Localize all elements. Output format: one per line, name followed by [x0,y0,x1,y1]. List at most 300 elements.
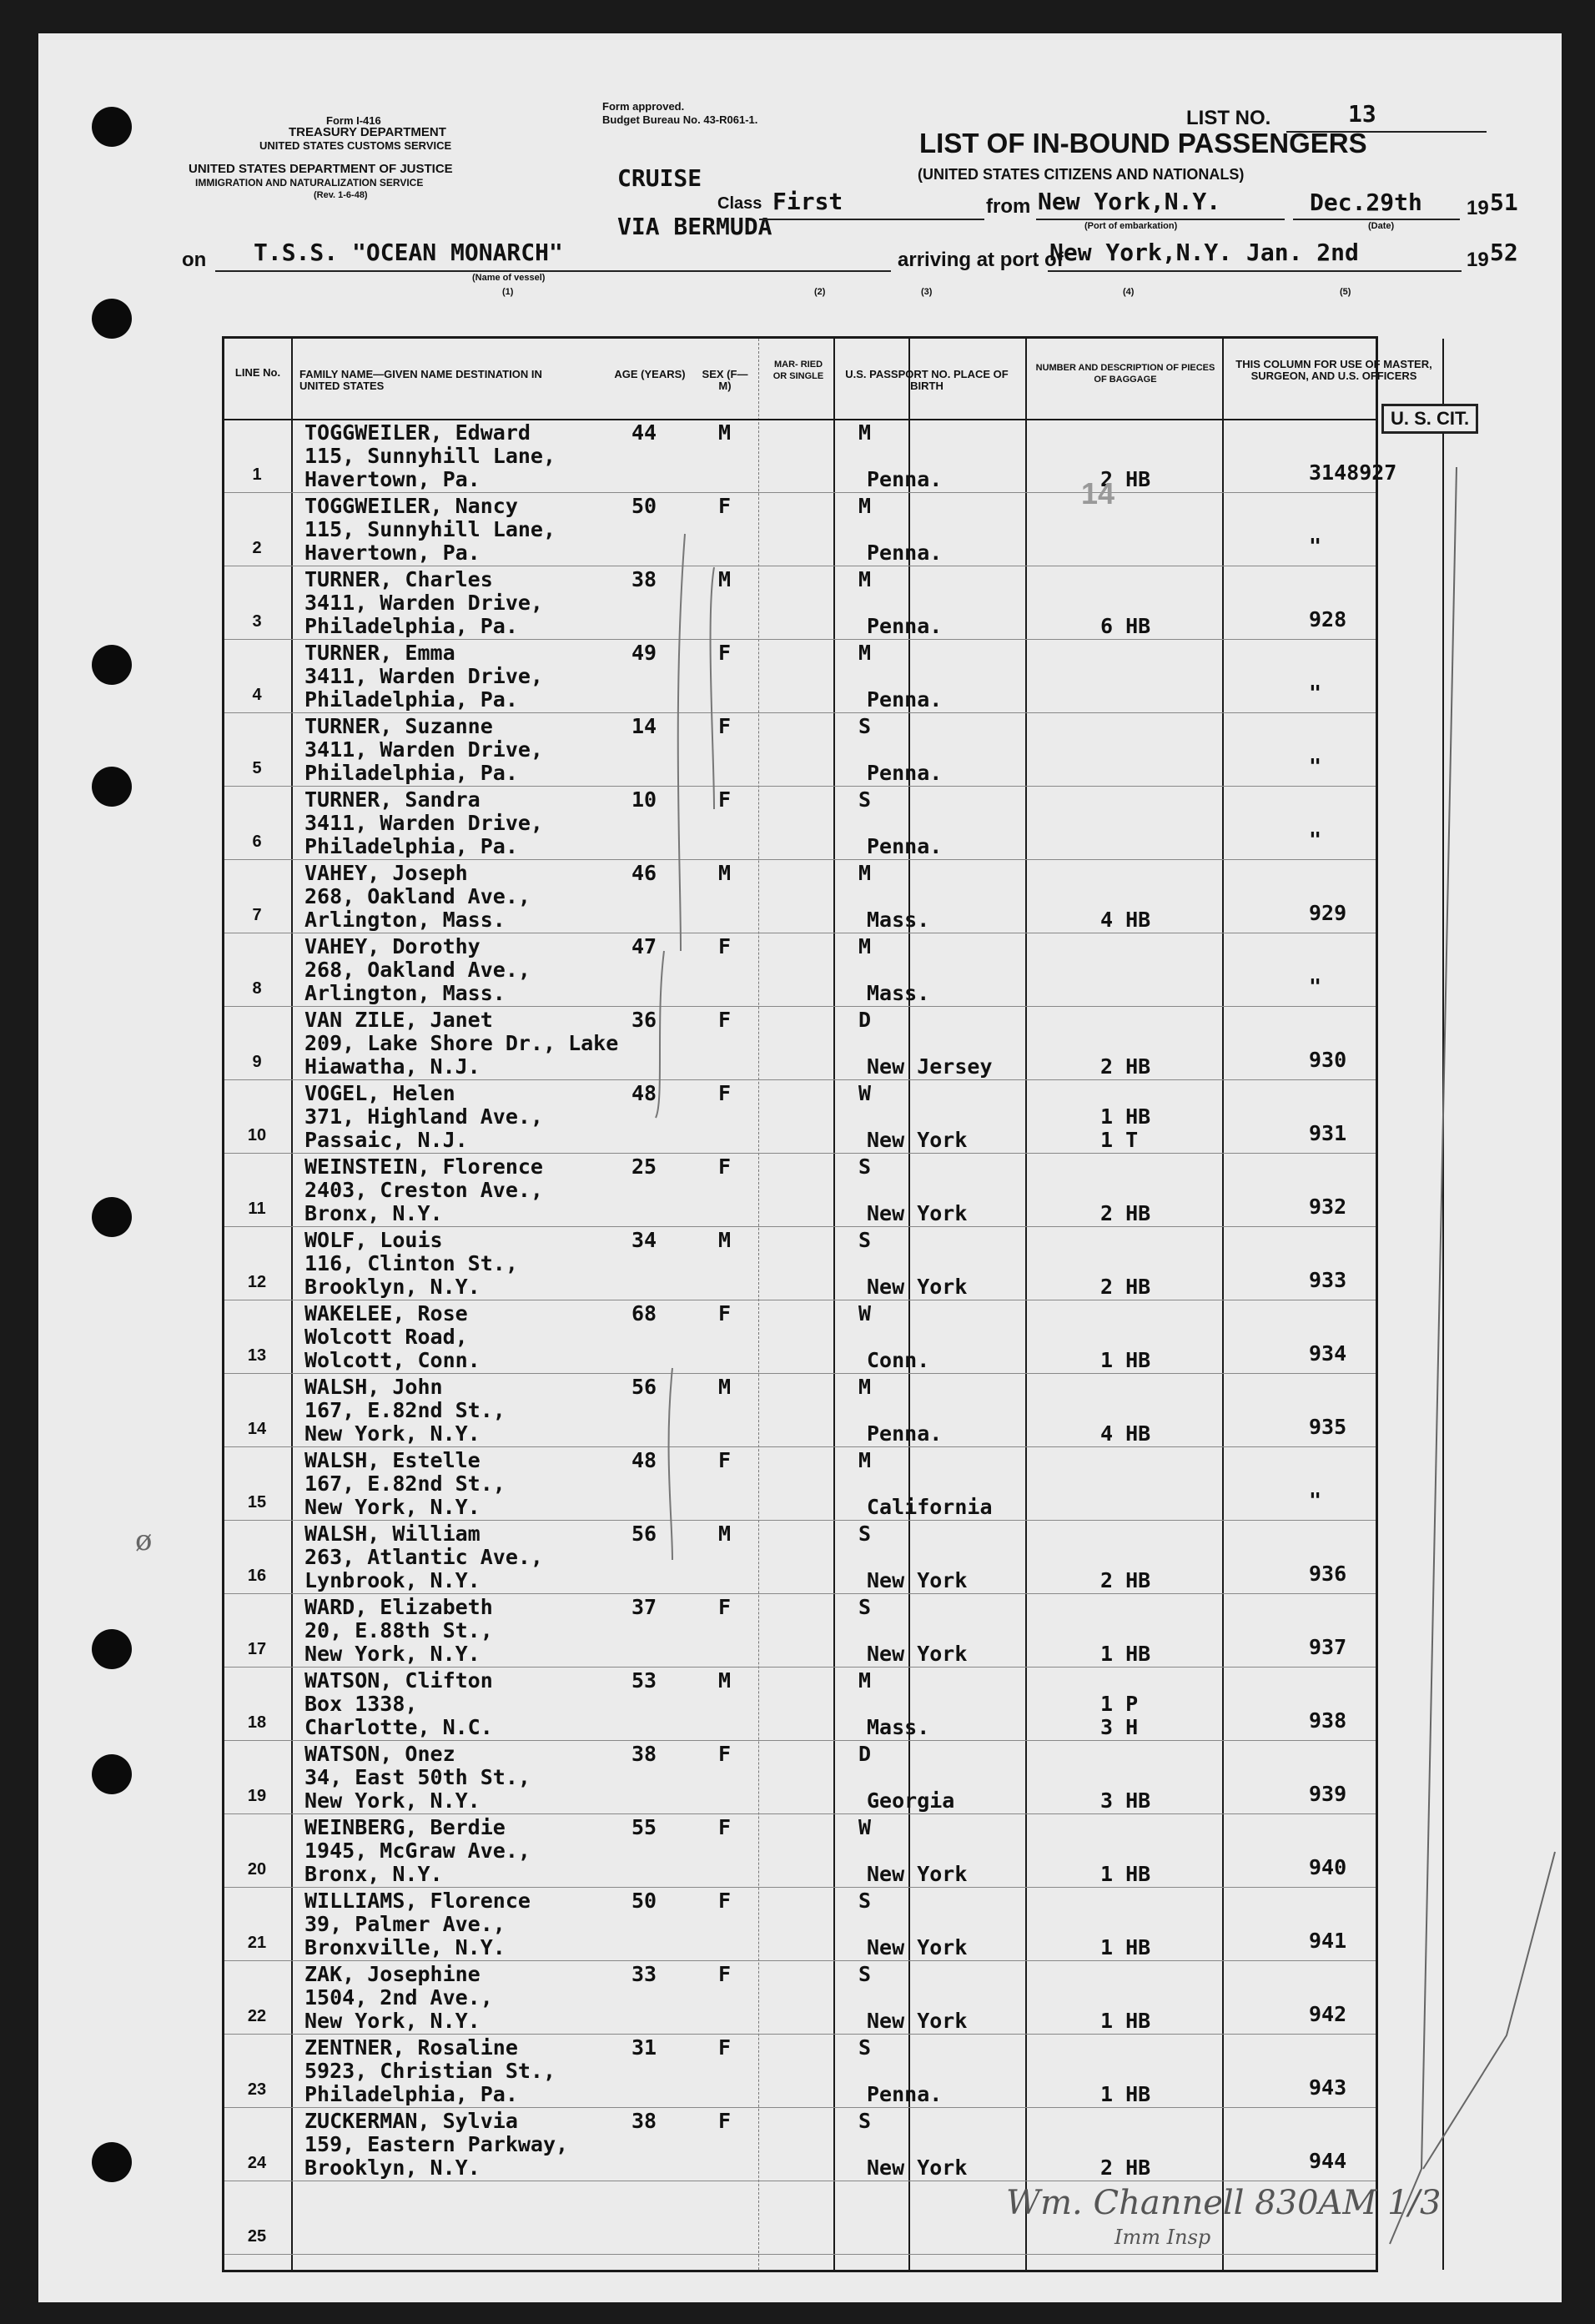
officer-note: " [1309,827,1322,852]
age: 50 [631,494,657,518]
age: 38 [631,567,657,591]
punch-hole [92,299,132,339]
officer-note: 932 [1309,1195,1347,1219]
form-id: Form I-416 [326,114,381,127]
marital-status: S [858,714,872,738]
address-line-1: 116, Clinton St., [304,1251,518,1275]
arrival-underline [1048,270,1462,272]
marital-status: D [858,1008,872,1032]
place-of-birth: Penna. [867,541,943,565]
age: 38 [631,1742,657,1766]
address-line-1: 1504, 2nd Ave., [304,1985,493,2010]
line-number: 20 [247,1860,267,1879]
passenger-name: TURNER, Suzanne [304,714,493,738]
place-of-birth: New York [867,1568,968,1592]
sex: F [718,787,732,812]
officer-note: 931 [1309,1121,1347,1145]
from-label: from [986,195,1031,218]
passenger-name: WEINBERG, Berdie [304,1815,506,1839]
address-line-1: 159, Eastern Parkway, [304,2132,569,2156]
ins-label: IMMIGRATION AND NATURALIZATION SERVICE [195,177,424,189]
line-number: 10 [247,1126,267,1144]
age: 47 [631,934,657,958]
baggage: 1 HB [1100,1348,1151,1372]
address-line-1: 263, Atlantic Ave., [304,1545,543,1569]
age: 38 [631,2109,657,2133]
sex: F [718,1889,732,1913]
address-line-1: 3411, Warden Drive, [304,737,543,762]
baggage: 4 HB [1100,1421,1151,1446]
line-number: 19 [247,1787,267,1805]
address-line-2: Brooklyn, N.Y. [304,1275,481,1299]
sex: M [718,1522,732,1546]
place-of-birth: Mass. [867,981,930,1005]
address-line-2: Bronx, N.Y. [304,1862,443,1886]
place-of-birth: Mass. [867,1715,930,1739]
treasury-label: TREASURY DEPARTMENT [289,125,446,139]
passenger-name: ZUCKERMAN, Sylvia [304,2109,518,2133]
officer-note: 940 [1309,1855,1347,1879]
sex: F [718,494,732,518]
header-baggage: NUMBER AND DESCRIPTION OF PIECES OF BAGGAGE [1035,363,1215,385]
table-row [224,492,1376,566]
place-of-birth: New York [867,2155,968,2180]
place-of-birth: New York [867,2009,968,2033]
passenger-name: TURNER, Sandra [304,787,481,812]
address-line-2: Philadelphia, Pa. [304,761,518,785]
officer-note: 929 [1309,901,1347,925]
table-row [224,1740,1376,1814]
baggage: 2 HB [1100,1201,1151,1225]
from-value: New York,N.Y. [1038,188,1221,215]
customs-label: UNITED STATES CUSTOMS SERVICE [259,139,452,152]
sex: M [718,1668,732,1693]
table-row [224,1813,1376,1888]
address-line-2: Passaic, N.J. [304,1128,468,1152]
cruise-label: CRUISE [617,164,702,192]
place-of-birth: Penna. [867,687,943,712]
address-line-1: 2403, Creston Ave., [304,1178,543,1202]
age: 55 [631,1815,657,1839]
address-line-2: Bronx, N.Y. [304,1201,443,1225]
place-of-birth: New York [867,1935,968,1959]
marital-status: S [858,1154,872,1179]
baggage: 1 P [1100,1692,1139,1716]
age: 44 [631,420,657,445]
age: 37 [631,1595,657,1619]
address-line-2: New York, N.Y. [304,1421,481,1446]
form-approved: Form approved. [602,100,685,113]
line-number: 1 [252,465,262,484]
vessel-caption: (Name of vessel) [472,273,546,283]
table-row [224,1667,1376,1741]
address-line-2: Havertown, Pa. [304,541,481,565]
col-number: (5) [1340,287,1351,297]
marital-status: M [858,861,872,885]
table-row [224,1446,1376,1521]
passenger-name: WILLIAMS, Florence [304,1889,531,1913]
address-line-1: 371, Highland Ave., [304,1104,543,1129]
marital-status: S [858,2109,872,2133]
marital-status: M [858,934,872,958]
sex: M [718,420,732,445]
baggage: 6 HB [1100,614,1151,638]
faint-list-mark: 14 [1081,476,1115,511]
date-caption: (Date) [1368,221,1395,231]
passenger-name: TURNER, Charles [304,567,493,591]
age: 46 [631,861,657,885]
inspector-signature: Wm. Channell 830AM 1/3 [1006,2184,1442,2222]
baggage: 2 HB [1100,1275,1151,1299]
address-line-2: Arlington, Mass. [304,908,506,932]
baggage: 1 HB [1100,1642,1151,1666]
baggage-2: 3 H [1100,1715,1139,1739]
officer-note: 3148927 [1309,460,1397,485]
baggage: 1 HB [1100,2009,1151,2033]
officer-note: 930 [1309,1048,1347,1072]
address-line-1: Box 1338, [304,1692,418,1716]
place-of-birth: Penna. [867,761,943,785]
class-value: First [772,188,843,215]
table-row [224,1079,1376,1154]
age: 33 [631,1962,657,1986]
sex: F [718,1081,732,1105]
sex: M [718,1375,732,1399]
address-line-2: Philadelphia, Pa. [304,834,518,858]
address-line-2: Wolcott, Conn. [304,1348,481,1372]
officer-note: 941 [1309,1929,1347,1953]
sex: F [718,934,732,958]
header-age: AGE (YEARS) [614,368,686,380]
address-line-1: 3411, Warden Drive, [304,591,543,615]
address-line-1: 39, Palmer Ave., [304,1912,506,1936]
year-2-value: 52 [1490,239,1518,266]
arriving-label: arriving at port of [898,249,1064,271]
table-row [224,1373,1376,1447]
header-name: FAMILY NAME—GIVEN NAME DESTINATION IN UNITED STATES [299,368,542,392]
year-1-prefix: 19 [1467,197,1489,219]
vessel-name: T.S.S. "OCEAN MONARCH" [254,239,563,266]
line-number: 25 [247,2227,267,2246]
officer-note: 928 [1309,607,1347,631]
address-line-2: New York, N.Y. [304,2009,481,2033]
line-number: 8 [252,979,262,998]
line-number: 24 [247,2154,267,2172]
address-line-1: 115, Sunnyhill Lane, [304,444,556,468]
age: 48 [631,1081,657,1105]
doj-label: UNITED STATES DEPARTMENT OF JUSTICE [189,162,453,176]
vessel-underline [215,270,891,272]
header-line-no: LINE No. [234,366,281,379]
marital-status: M [858,1448,872,1472]
sex: M [718,861,732,885]
sex: F [718,1154,732,1179]
baggage: 1 HB [1100,1935,1151,1959]
passenger-name: VAHEY, Joseph [304,861,468,885]
marital-status: M [858,567,872,591]
address-line-1: 3411, Warden Drive, [304,664,543,688]
svg-text:ø: ø [135,1524,153,1557]
baggage: 1 HB [1100,1104,1151,1129]
passenger-name: TOGGWEILER, Edward [304,420,531,445]
address-line-1: 20, E.88th St., [304,1618,493,1642]
address-line-2: Charlotte, N.C. [304,1715,493,1739]
table-row [224,1887,1376,1961]
manifest-page [38,33,1562,2302]
place-of-birth: New York [867,1862,968,1886]
table-row [224,419,1397,493]
line-number: 17 [247,1640,267,1658]
table-row [224,1006,1376,1080]
age: 49 [631,641,657,665]
officer-note: 943 [1309,2075,1347,2100]
sex: F [718,714,732,738]
class-label: Class [717,194,762,213]
header-passport: U.S. PASSPORT NO. PLACE OF BIRTH [845,368,1009,392]
place-of-birth: Conn. [867,1348,930,1372]
address-line-1: 5923, Christian St., [304,2059,556,2083]
sex: F [718,1595,732,1619]
punch-hole [92,107,132,147]
class-underline [759,219,984,220]
address-line-2: New York, N.Y. [304,1788,481,1813]
marital-status: S [858,1889,872,1913]
table-row [224,712,1376,787]
address-line-1: 167, E.82nd St., [304,1398,506,1422]
header-officers: THIS COLUMN FOR USE OF MASTER, SURGEON, AND U.S. OFFICERS [1235,358,1432,382]
age: 68 [631,1301,657,1325]
address-line-2: New York, N.Y. [304,1495,481,1519]
punch-hole [92,2142,132,2182]
passenger-name: WAKELEE, Rose [304,1301,468,1325]
passenger-name: ZENTNER, Rosaline [304,2035,518,2060]
place-of-birth: Mass. [867,908,930,932]
line-number: 21 [247,1934,267,1952]
officer-note: " [1309,534,1322,558]
table-row [224,1153,1376,1227]
address-line-1: 268, Oakland Ave., [304,958,531,982]
baggage: 2 HB [1100,1054,1151,1079]
line-number: 2 [252,539,262,557]
punch-hole [92,1629,132,1669]
address-line-2: Brooklyn, N.Y. [304,2155,481,2180]
officer-note: 934 [1309,1341,1347,1366]
passenger-name: WALSH, John [304,1375,443,1399]
place-of-birth: New York [867,1201,968,1225]
table-row [224,2034,1376,2108]
line-number: 11 [248,1200,266,1218]
marital-status: D [858,1742,872,1766]
age: 56 [631,1375,657,1399]
place-of-birth: New York [867,1642,968,1666]
sex: F [718,1962,732,1986]
place-of-birth: Penna. [867,467,943,491]
address-line-1: 167, E.82nd St., [304,1471,506,1496]
line-number: 15 [247,1493,267,1512]
passenger-name: TURNER, Emma [304,641,455,665]
officer-note: 936 [1309,1562,1347,1586]
table-row [224,933,1376,1007]
table-row [224,2107,1376,2181]
passenger-name: TOGGWEILER, Nancy [304,494,518,518]
line-number: 12 [247,1273,267,1291]
address-line-2: Bronxville, N.Y. [304,1935,506,1959]
age: 25 [631,1154,657,1179]
officer-note: 935 [1309,1415,1347,1439]
table-row [224,639,1376,713]
marital-status: S [858,787,872,812]
passenger-name: VOGEL, Helen [304,1081,455,1105]
officer-note: " [1309,754,1322,778]
marital-status: S [858,2035,872,2060]
line-number: 16 [247,1567,267,1585]
passenger-name: VAN ZILE, Janet [304,1008,493,1032]
place-of-birth: New York [867,1275,968,1299]
document-subtitle: (UNITED STATES CITIZENS AND NATIONALS) [918,166,1245,183]
punch-hole [92,1197,132,1237]
address-line-1: 115, Sunnyhill Lane, [304,517,556,541]
marital-status: M [858,1668,872,1693]
marital-status: M [858,494,872,518]
table-row [224,1520,1376,1594]
line-number: 7 [252,906,262,924]
age: 48 [631,1448,657,1472]
sex: F [718,1448,732,1472]
address-line-1: 209, Lake Shore Dr., Lake [304,1031,619,1055]
budget-number: Budget Bureau No. 43-R061-1. [602,113,758,126]
document-title: LIST OF IN-BOUND PASSENGERS [919,128,1367,158]
baggage: 4 HB [1100,908,1151,932]
passenger-name: WATSON, Clifton [304,1668,493,1693]
list-no-value: 13 [1348,100,1376,128]
marital-status: M [858,1375,872,1399]
marital-status: M [858,420,872,445]
passenger-name: ZAK, Josephine [304,1962,481,1986]
rev-label: (Rev. 1-6-48) [314,190,368,200]
line-number: 9 [252,1053,262,1071]
officer-note: " [1309,974,1322,999]
arrival-value: New York,N.Y. Jan. 2nd [1049,239,1359,266]
line-number: 18 [247,1713,267,1732]
via-label: VIA BERMUDA [617,213,772,240]
address-line-2: Philadelphia, Pa. [304,614,518,638]
line-number: 22 [247,2007,267,2025]
table-row [224,1300,1376,1374]
col-number: (2) [814,287,826,297]
sex: M [718,567,732,591]
age: 36 [631,1008,657,1032]
marital-status: S [858,1962,872,1986]
line-number: 6 [252,833,262,851]
officer-note: 944 [1309,2149,1347,2173]
passenger-name: VAHEY, Dorothy [304,934,481,958]
address-line-2: Philadelphia, Pa. [304,2082,518,2106]
baggage: 1 HB [1100,2082,1151,2106]
baggage: 3 HB [1100,1788,1151,1813]
address-line-1: 1945, McGraw Ave., [304,1839,531,1863]
address-line-2: Hiawatha, N.J. [304,1054,481,1079]
passenger-name: WALSH, Estelle [304,1448,481,1472]
date-underline [1293,219,1460,220]
age: 56 [631,1522,657,1546]
line-number: 5 [252,759,262,777]
place-of-birth: New York [867,1128,968,1152]
year-2-prefix: 19 [1467,249,1489,271]
baggage: 2 HB [1100,1568,1151,1592]
sex: F [718,1008,732,1032]
officer-note: 938 [1309,1708,1347,1733]
punch-hole [92,645,132,685]
col-number: (3) [921,287,933,297]
line-number: 23 [247,2080,267,2099]
address-line-1: 3411, Warden Drive, [304,811,543,835]
table-row [224,1226,1376,1300]
marital-status: S [858,1522,872,1546]
sex: F [718,641,732,665]
place-of-birth: Penna. [867,2082,943,2106]
passenger-name: WOLF, Louis [304,1228,443,1252]
officer-note: " [1309,1488,1322,1512]
baggage: 2 HB [1100,2155,1151,2180]
passenger-name: WEINSTEIN, Florence [304,1154,543,1179]
marital-status: M [858,641,872,665]
marital-status: W [858,1815,872,1839]
age: 14 [631,714,657,738]
punch-hole [92,767,132,807]
table-row [224,786,1376,860]
baggage: 1 HB [1100,1862,1151,1886]
from-underline [1036,219,1285,220]
passenger-name: WATSON, Onez [304,1742,455,1766]
table-row [224,859,1376,933]
date-value: Dec.29th [1310,189,1422,216]
address-line-2: Havertown, Pa. [304,467,481,491]
marital-status: W [858,1301,872,1325]
list-no-label: LIST NO. [1186,107,1271,129]
sex: F [718,2035,732,2060]
address-line-2: Arlington, Mass. [304,981,506,1005]
header-married: MAR- RIED OR SINGLE [772,360,824,381]
address-line-1: 268, Oakland Ave., [304,884,531,908]
table-row [224,566,1376,640]
officer-note: 937 [1309,1635,1347,1659]
inspector-title: Imm Insp [1114,2226,1211,2249]
age: 34 [631,1228,657,1252]
sex: F [718,1742,732,1766]
line-number: 4 [252,686,262,704]
place-of-birth: Georgia [867,1788,955,1813]
age: 10 [631,787,657,812]
line-number: 3 [252,612,262,631]
place-of-birth: Penna. [867,614,943,638]
address-line-1: Wolcott Road, [304,1325,468,1349]
marital-status: S [858,1595,872,1619]
baggage-2: 1 T [1100,1128,1139,1152]
marital-status: W [858,1081,872,1105]
place-of-birth: California [867,1495,993,1519]
address-line-2: Lynbrook, N.Y. [304,1568,481,1592]
table-row [224,1960,1376,2035]
port-embark-caption: (Port of embarkation) [1084,221,1178,231]
sex: F [718,1815,732,1839]
year-1-value: 51 [1490,189,1518,216]
officer-note: " [1309,681,1322,705]
col-number: (1) [502,287,514,297]
sex: F [718,1301,732,1325]
us-citizen-stamp: U. S. CIT. [1381,404,1478,434]
address-line-2: Philadelphia, Pa. [304,687,518,712]
age: 50 [631,1889,657,1913]
